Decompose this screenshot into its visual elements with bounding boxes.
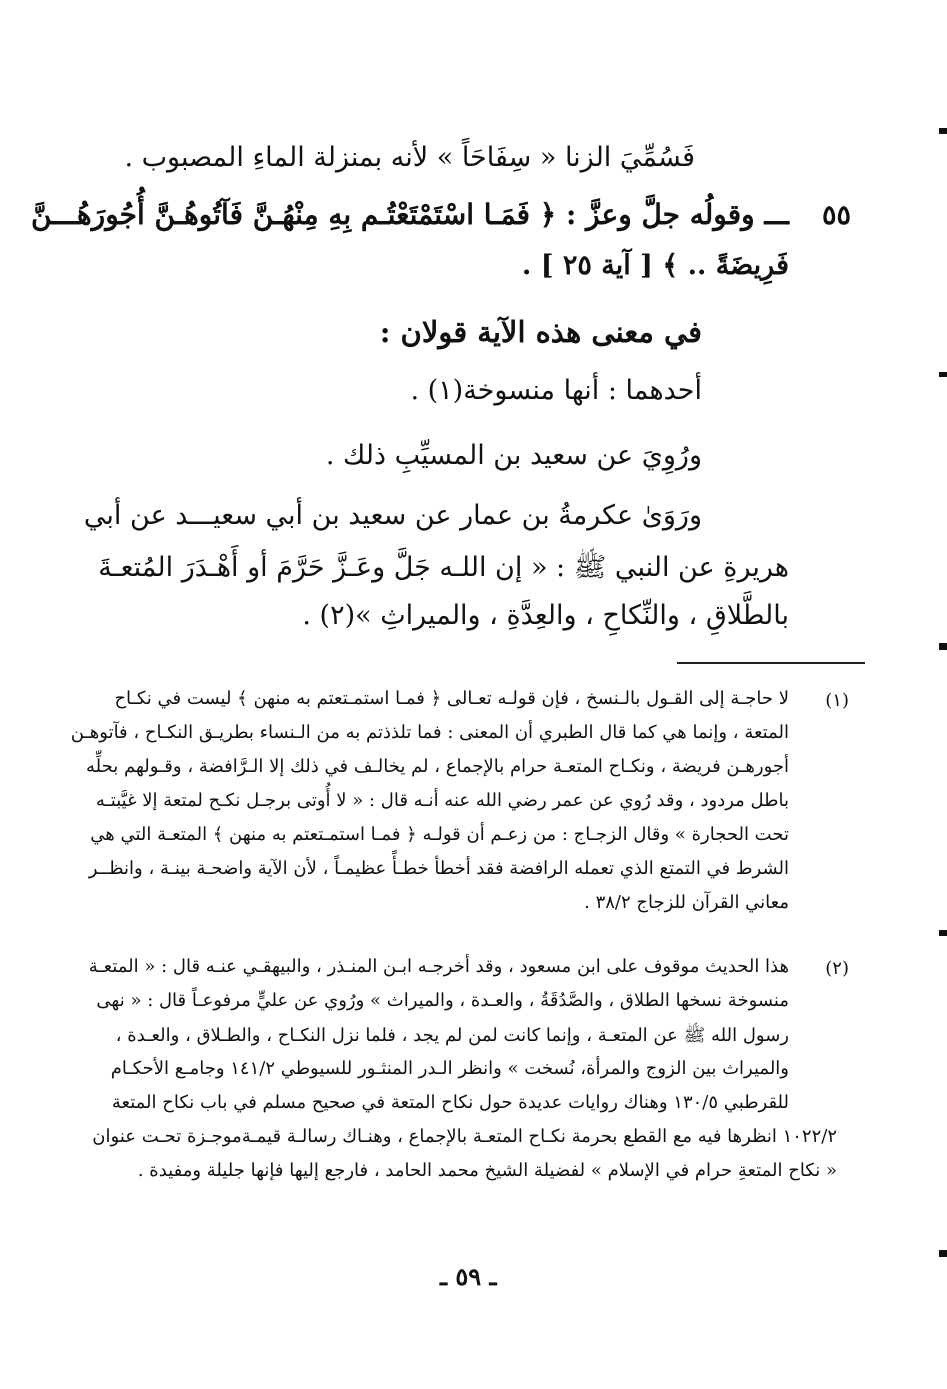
scan-edge-mark: [939, 643, 947, 650]
narration-2-line-3: بالطَّلاقِ ، والنِّكاحِ ، والعِدَّةِ ، والميراثِ »(٢) .: [302, 600, 789, 631]
scan-edge-mark: [939, 930, 947, 936]
scan-edge-mark: [939, 128, 947, 134]
footnote-1-line: باطل مردود ، وقد رُوي عن عمر رضي الله عنه أنـه قال : « لا أُوتى برجـل نكـح لمتعة إلا غيَّبتـه: [95, 790, 789, 811]
footnote-1-line: معاني القرآن للزجاج ٣٨/٢ .: [584, 892, 789, 913]
footnote-2-line: هذا الحديث موقوف على ابن مسعود ، وقد أخرجـه ابـن المنـذر ، والبيهقـي عنـه قال : « المتعـة: [88, 956, 789, 977]
footnote-2-line: منسوخة نسخها الطلاق ، والصَّدُقَةُ ، والعـدة ، والميراث » ورُوي عن عليٍّ مرفوعـاً قال : « نهى: [96, 990, 789, 1011]
section-heading: في معنى هذه الآية قولان :: [379, 315, 702, 349]
footnote-separator: [677, 662, 865, 664]
narration-2-line-2: هريرةِ عن النبي ﷺ : « إن اللـه جَلَّ وعَـزَّ حَرَّمَ أو أَهْـدَرَ المُتعـةَ: [98, 552, 789, 583]
footnote-1-line: تحت الحجارة » وقال الزجـاج : من زعـم أن قولـه ﴿ فمـا استمـتعتم به منهن ﴾ المتعـة التي هي: [90, 824, 789, 845]
verse-number: ٥٥: [821, 200, 851, 231]
verse-line-2: فَرِيضَةً .. ﴾ [ آية ٢٥ ] .: [521, 250, 789, 281]
footnote-1-marker: (١): [825, 690, 849, 711]
sufah-line: فَسُمِّيَ الزنا « سِفَاحَاً » لأنه بمنزلة الماءِ المصبوب .: [124, 142, 695, 173]
footnote-2-line: « نكاح المتعةِ حرام في الإسلام » لفضيلة الشيخ محمد الحامد ، فارجع إليها فإنها جليلة ومفيدة .: [137, 1160, 837, 1181]
footnote-2-marker: (٢): [825, 958, 849, 979]
narration-2-line-1: ورَوَىٰ عكرمةُ بن عمار عن سعيد بن أبي سعيـــد عن أبي: [83, 500, 702, 531]
footnote-2-line: رسول الله ﷺ عن المتعـة ، وإنما كانت لمن لم يجد ، فلما نزل النكـاح ، والطـلاق ، والعـدة ،: [115, 1025, 789, 1046]
footnote-2-line: للقرطبي ١٣٠/٥ وهناك روايات عديدة حول نكاح المتعة في صحيح مسلم في باب نكاح المتعة: [111, 1092, 789, 1113]
first-opinion: أحدهما : أنها منسوخة(١) .: [410, 375, 702, 406]
verse-line-1: ـــ وقولُه جلَّ وعزَّ : ﴿ فَمَـا اسْتَمْتَعْتُـم بِهِ مِنْهُـنَّ فَآتُوهُـنَّ أُجُورَهُـــنَّ: [30, 198, 789, 231]
scan-edge-mark: [939, 372, 947, 377]
footnote-2-line: ١٠٢٢/٢ انظرها فيه مع القطع بحرمة نكـاح المتعـة بالإجماع ، وهنـاك رسالـة قيمـةموجـزة تحـت عنوان: [92, 1126, 837, 1147]
footnote-1-line: الشرط في التمتع الذي تعمله الرافضة فقد أخطأ خطـأً عظيمـاً ، لأن الآية واضحـة بينـة ، وانظــر: [88, 858, 789, 879]
footnote-1-line: أجورهـن فريضة ، ونكـاح المتعـة حرام بالإجماع ، لم يخالـف في ذلك إلا الـرَّافضة ، وقـولهم بحلِّه: [86, 756, 789, 777]
narration-1: ورُوِيَ عن سعيد بن المسيِّبِ ذلك .: [325, 440, 702, 471]
scan-edge-mark: [939, 1250, 947, 1257]
footnote-1-line: المتعة ، وإنما هي كما قال الطبري أن المعنى : فما تلذذتم به من الـنساء بطريـق النكـاح ، فآتوهـن: [70, 722, 789, 743]
page-number: ـ ٥٩ ـ: [440, 1262, 497, 1291]
footnote-1-line: لا حاجـة إلى القـول بالـنسخ ، فإن قولـه تعـالى ﴿ فمـا استمـتعتم به منهن ﴾ ليست في نكـاح: [114, 688, 789, 709]
footnote-2-line: والميراث بين الزوج والمرأة، نُسخت » وانظر الـدر المنثـور للسيوطي ١٤١/٢ وجامـع الأحكـام: [110, 1058, 789, 1079]
